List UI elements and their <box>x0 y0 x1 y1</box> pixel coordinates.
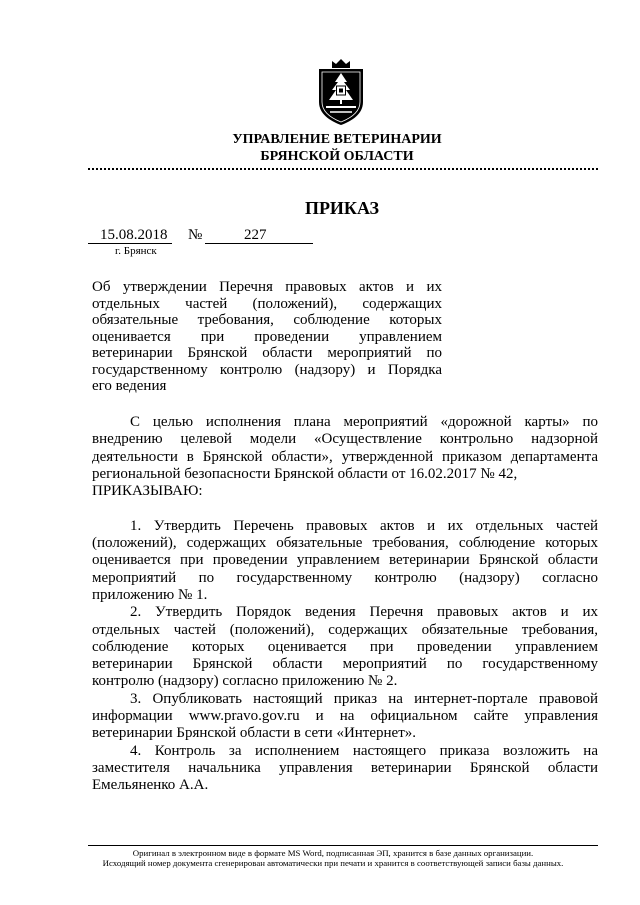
text-line: заместителя начальника управления ветеринарии Брянской области <box>92 759 598 776</box>
footer-divider <box>88 845 598 846</box>
order-item-2 <box>92 604 598 690</box>
text-line: государственному контролю (надзору) и Порядка <box>92 361 442 378</box>
footer-note-line: Исходящий номер документа сгенерирован автоматически при печати и хранится в соответствующей записи базы данных. <box>102 858 564 868</box>
document-number: 227 <box>205 228 313 244</box>
text-line: мероприятий по государственному контролю (надзору) согласно <box>92 569 598 586</box>
text-line: контролю (надзору) согласно приложению № 2. <box>92 673 398 690</box>
text-line: 3. Опубликовать настоящий приказ на интернет-портале правовой <box>130 690 598 707</box>
text-line: ветеринарии Брянской области в сети «Интернет». <box>92 725 417 742</box>
footer-note-line: Оригинал в электронном виде в формате MS Word, подписанная ЭП, хранится в базе данных организации. <box>132 848 534 858</box>
preamble-paragraph <box>92 414 598 483</box>
text-line: ветеринарии Брянской области мероприятий по <box>92 345 442 361</box>
text-line: отдельных частей (положений), содержащих <box>92 295 442 312</box>
document-type-heading: ПРИКАЗ <box>304 198 380 218</box>
text-line: внедрению целевой модели «Осуществление контрольно надзорной <box>92 431 598 448</box>
text-line: отдельных частей (положений), содержащих обязательные требования, <box>92 621 598 638</box>
text-line: Емельяненко А.А. <box>92 777 209 794</box>
text-line: (положений), содержащих обязательные требования, соблюдение которых <box>92 535 598 552</box>
coat-of-arms-icon <box>316 58 366 126</box>
text-line: обязательные требования, соблюдение которых <box>92 312 442 328</box>
text-line: оценивается при проведении управлением <box>92 328 442 345</box>
document-body <box>92 414 598 795</box>
order-word: ПРИКАЗЫВАЮ: <box>92 483 203 500</box>
text-line: информации www.pravo.gov.ru и на официальном сайте управления <box>92 708 598 725</box>
number-sign: № <box>188 227 203 243</box>
order-item-1 <box>92 518 598 604</box>
text-line: С целью исполнения плана мероприятий «дорожной карты» по <box>130 414 598 430</box>
order-item-3 <box>92 691 598 743</box>
header-dotted-divider <box>88 168 598 170</box>
text-line: соблюдение которых оценивается при проведении управлением <box>92 638 598 655</box>
document-date: 15.08.2018 <box>88 228 172 244</box>
text-line: оценивается при проведении управлением ветеринарии Брянской области <box>92 552 598 569</box>
text-line: Об утверждении Перечня правовых актов и их <box>92 279 442 295</box>
text-line: 1. Утвердить Перечень правовых актов и их отдельных частей <box>130 517 598 534</box>
footer-note <box>80 848 586 868</box>
document-subject <box>92 279 442 395</box>
text-line: приложению № 1. <box>92 586 208 603</box>
document-city: г. Брянск <box>115 245 157 257</box>
text-line: 4. Контроль за исполнением настоящего приказа возложить на <box>130 742 598 759</box>
organization-name-line: БРЯНСКОЙ ОБЛАСТИ <box>260 149 414 164</box>
organization-name <box>88 131 586 165</box>
text-line: деятельности в Брянской области», утвержденной приказом департамента <box>92 448 598 465</box>
text-line: его ведения <box>92 378 167 394</box>
order-item-4 <box>92 743 598 795</box>
text-line: ветеринарии Брянской области мероприятий по государственному <box>92 656 598 673</box>
order-items <box>92 518 598 795</box>
text-line: региональной безопасности Брянской области от 16.02.2017 № 42, <box>92 465 518 482</box>
organization-name-line: УПРАВЛЕНИЕ ВЕТЕРИНАРИИ <box>232 132 442 147</box>
text-line: 2. Утвердить Порядок ведения Перечня правовых актов и их <box>130 604 598 621</box>
